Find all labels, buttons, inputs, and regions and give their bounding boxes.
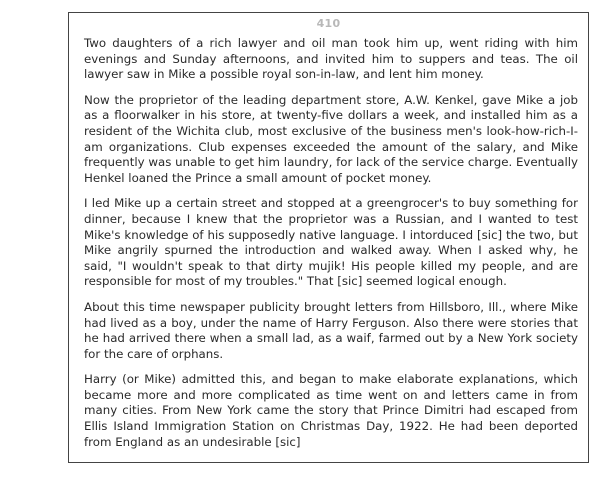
paragraph-4: About this time newspaper publicity brought letters from Hillsboro, Ill., where Mike had lived as a boy, under the name of Harry Ferguson. Also there were stories that he had arrived there when a small lad, as a waif, farmed out by a New York society for the care of orphans. bbox=[84, 299, 578, 361]
page-number: 410 bbox=[316, 17, 341, 30]
paragraph-3: I led Mike up a certain street and stopped at a greengrocer's to buy something for dinner, because I knew that the proprietor was a Russian, and I wanted to test Mike's knowledge of his supposedly native language. I intorduced [sic] the two, but Mike angrily spurned the introduction and walked away. When I asked why, he said, "I wouldn't speak to that dirty mujik! His people killed my people, and are responsible for most of my troubles." That [sic] seemed logical enough. bbox=[84, 196, 578, 289]
paragraph-1: Two daughters of a rich lawyer and oil man took him up, went riding with him evenings and Sunday afternoons, and invited him to suppers and teas. The oil lawyer saw in Mike a possible royal son-in-law, and lent him money. bbox=[84, 36, 578, 82]
paragraph-2: Now the proprietor of the leading department store, A.W. Kenkel, gave Mike a job as a floorwalker in his store, at twenty-five dollars a week, and installed him as a resident of the Wichita club, most exclusive of the business men's look-how-rich-I-am organizations. Club expenses exceeded the amount of the salary, and Mike frequently was unable to get him laundry, for lack of the service charge. Eventually Henkel loaned the Prince a small amount of pocket money. bbox=[84, 92, 578, 185]
paragraph-5: Harry (or Mike) admitted this, and began to make elaborate explanations, which became more and more complicated as time went on and letters came in from many cities. From New York came the story that Prince Dimitri had escaped from Ellis Island Immigration Station on Christmas Day, 1922. He had been deported from England as an undesirable [sic] bbox=[84, 372, 578, 449]
body-text bbox=[84, 36, 578, 460]
document-page bbox=[68, 12, 589, 463]
